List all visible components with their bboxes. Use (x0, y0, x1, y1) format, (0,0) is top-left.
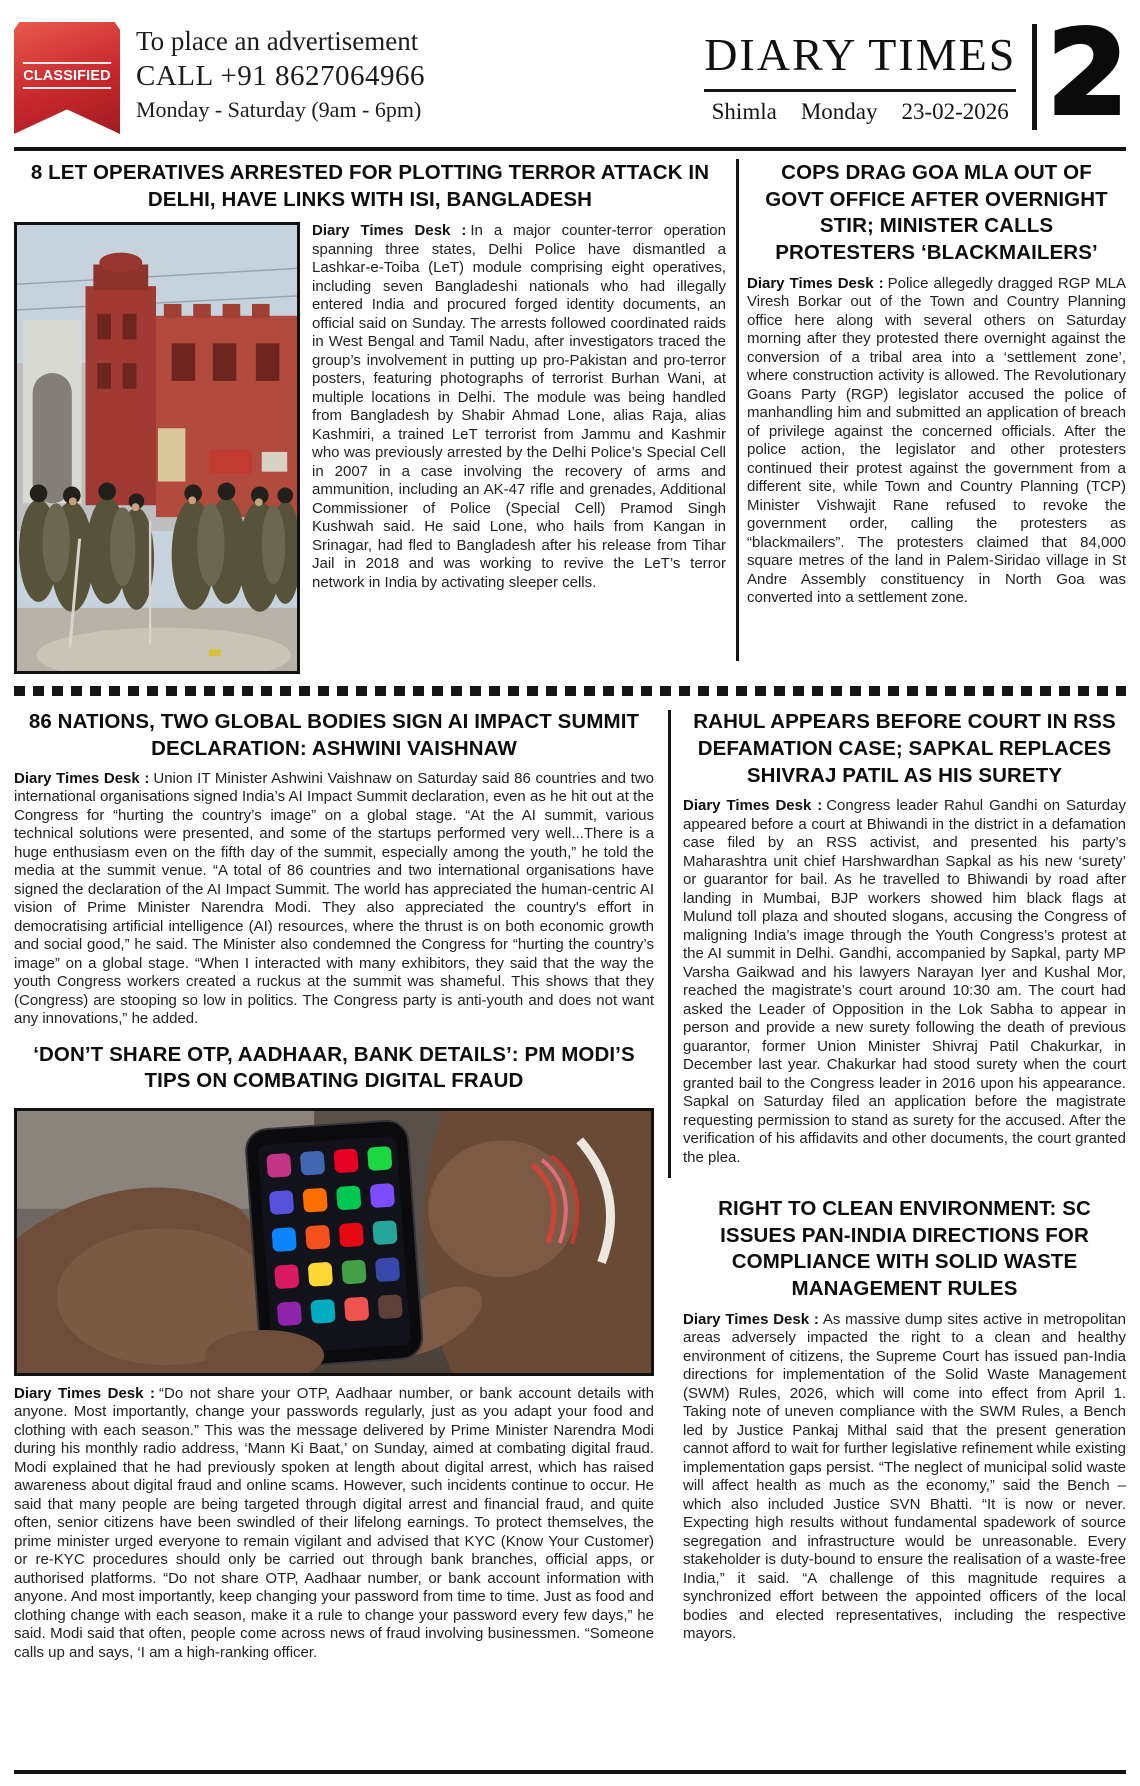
ad-phone-number: CALL +91 8627064966 (136, 60, 425, 92)
article-content (14, 222, 726, 674)
header-rule (14, 147, 1126, 151)
article-body-text: As massive dump sites active in metropolitan areas adversely impacted the right to a clean and healthy environment of citizens, the Supreme Court has issued pan-India directions for implementation of the Solid Waste Management (SWM) Rules, 2026, which will come into effect from April 1. Taking note of uneven compliance with the SWM Rules, a Bench led by Justice Pankaj Mithal said that the present generation cannot afford to wait for further legislative refinement while existing implementation gaps persist. “The neglect of municipal solid waste will affect health as much as the economy,” said the Bench – which also included Justice SVN Bhatti. “It is now or never. Expecting high results without fundamental spadework of source segregation and infrastructure would be unreasonable. Every stakeholder is duty-bound to ensure the realisation of a waste-free India,” it said. “A challenge of this magnitude requires a synchronized effort between the appointed officers of the local bodies and elected representatives, including the respective mayors. (683, 1310, 1126, 1643)
article-body (747, 275, 1126, 608)
dateline-day: Monday (800, 99, 878, 124)
advertise-contact-block (136, 22, 425, 123)
desk-label: Diary Times Desk : (747, 274, 884, 292)
desk-label: Diary Times Desk : (14, 1384, 156, 1402)
terror-arrest-photo (14, 222, 300, 674)
phone-photo-illustration (17, 1111, 651, 1373)
desk-label: Diary Times Desk : (683, 1310, 819, 1328)
desk-label: Diary Times Desk : (14, 769, 150, 787)
phone-photo (14, 1108, 654, 1376)
article-let-operatives (14, 157, 726, 674)
top-section (0, 157, 1140, 674)
masthead-divider (1032, 24, 1037, 130)
page-number: 2 (1047, 6, 1126, 141)
article-body-text: Congress leader Rahul Gandhi on Saturday appeared before a court at Bhiwandi in the district in a defamation case filed by an RSS activist, and presented his party’s Maharashtra unit chief Harshwardhan Sapkal as his new ‘surety’ or guarantor for bail. As he travelled to Bhiwandi by road after landing in Mumbai, BJP workers showed him black flags at Mulund toll plaza and shouted slogans, accusing the Congress of maligning India’s image through the Youth Congress’s protest at the AI summit in Delhi. Gandhi, accompanied by Sapkal, party MP Varsha Gaikwad and his lawyers Narayan Iyer and Kushal Mor, reached the magistrate’s court around 10:30 am. The court had asked the Leader of Opposition in the Lok Sabha to appear in person and provide a new surety following the death of previous guarantor, former Union Minister Shivraj Patil Chakurkar, in December last year. Chakurkar had stood surety when the court granted bail to the Congress leader in 2016 upon his appearance. Sapkal on Saturday filed an application before the magistrate requesting permission to stand as surety for the accused. After the verification of his affidavits and other documents, the court granted the plea. (683, 797, 1126, 1166)
article-body-text: Police allegedly dragged RGP MLA Viresh Borkar out of the Town and Country Planning office here along with several others on Saturday morning after they protested there overnight against the conversion of a tribal area into a ‘settlement zone’, where construction activity is allowed. The Revolutionary Goans Party (RGP) legislator accused the police of manhandling him and submitted an application of breach of privilege against the concerned officials. After the police action, the legislator and other protesters continued their protest against the government from a different site, while Town and Country Planning (TCP) Minister Vishwajit Rane refused to revoke the government order, calling the protesters as “blackmailers”. The protesters claimed that 84,000 square metres of the land in Palem-Siridao village in St Andre Assembly constituency in North Goa was converted into a settlement zone. (747, 274, 1126, 607)
desk-label: Diary Times Desk : (683, 797, 823, 815)
article-body (14, 1385, 654, 1663)
article-body (683, 797, 1126, 1167)
article-headline: COPS DRAG GOA MLA OUT OF GOVT OFFICE AFTER OVERNIGHT STIR; MINISTER CALLS PROTESTERS ‘BLACKMAILERS’ (765, 161, 1108, 264)
ribbon-label: CLASSIFIED (23, 62, 111, 89)
dateline-city: Shimla (711, 99, 777, 124)
article-goa-mla (747, 157, 1126, 674)
dotted-divider (14, 686, 1126, 696)
ad-working-hours: Monday - Saturday (9am - 6pm) (136, 97, 422, 122)
bottom-left-column (14, 706, 654, 1662)
article-headline: 8 LET OPERATIVES ARRESTED FOR PLOTTING TERROR ATTACK IN DELHI, HAVE LINKS WITH ISI, BANGLADESH (30, 161, 710, 211)
article-solid-waste (683, 1193, 1126, 1644)
article-headline: ‘DON’T SHARE OTP, AADHAAR, BANK DETAILS’: PM MODI’S TIPS ON COMBATING DIGITAL FRAUD (33, 1042, 635, 1093)
bottom-rule (14, 1770, 1126, 1774)
column-divider-top (736, 159, 739, 661)
column-divider-bottom (668, 710, 671, 1178)
ad-contact-line: To place an advertisement (136, 26, 419, 56)
article-headline: 86 NATIONS, TWO GLOBAL BODIES SIGN AI IMPACT SUMMIT DECLARATION: ASHWINI VAISHNAW (28, 710, 640, 760)
article-rahul-court (683, 706, 1126, 1167)
classified-ribbon (14, 22, 120, 134)
dateline (704, 99, 1016, 125)
article-body (14, 770, 654, 1029)
masthead-block (704, 22, 1016, 125)
article-body-text: Union IT Minister Ashwini Vaishnaw on Saturday said 86 countries and two international organisations signed India’s AI Impact Summit declaration, even as he hit out at the Congress for “hurting the country’s image” on a global stage. “At the AI summit, various technical solutions were presented, and some of the startups performed very well...There is a huge enthusiasm even on the fifth day of the summit, especially among the youth,” he told the media at the summit venue. “A total of 86 countries and two international organisations have signed the declaration of the AI Impact Summit. The world has appreciated the human-centric AI vision of Prime Minister Narendra Modi. They also appreciated the country's effort in democratising artificial intelligence (AI) resources, where the thrust is on both economic growth and social good,” he said. The Minister also condemned the Congress for “hurting the country’s image” on a global stage. “When I interacted with many exhibitors, they said that the way the youth Congress workers created a ruckus at the summit was shameful. This shows that they (Congress) are stooping so low in politics. The Congress party is anti-youth and does not want any innovations,” he added. (14, 769, 654, 1028)
bottom-section (0, 706, 1140, 1662)
article-body (683, 1311, 1126, 1644)
article-body (312, 222, 726, 674)
masthead-group (704, 6, 1126, 141)
page-header (0, 0, 1140, 147)
article-body-text: “Do not share your OTP, Aadhaar number, or bank account details with anyone. Most importantly, change your passwords regularly, just as you adapt your food and clothing with each season.” This was the message delivered by Prime Minister Narendra Modi during his monthly radio address, ‘Mann Ki Baat,’ on Sunday, aimed at combating digital fraud. Modi explained that he had previously spoken at length about digital arrest, which has raised awareness about digital fraud and online scams. However, such incidents continue to occur. He said that many people are being targeted through digital arrest and financial fraud, and quite often, senior citizens have been swindled of their lifelong earnings. To protect themselves, the prime minister urged everyone to remain vigilant and advised that KYC (Know Your Customer) or re-KYC procedures should only be carried out through bank branches, official apps, or authorised platforms. “Do not share OTP, Aadhaar number, or bank account information with anyone. And most importantly, keep changing your password from time to time. Just as food and clothing change with each season, make it a rule to change your password every few days,” he said. Modi said that often, people come across news of fraud involving businessmen. “Someone calls up and says, ‘I am a high-ranking officer. (14, 1384, 654, 1661)
article-headline: RAHUL APPEARS BEFORE COURT IN RSS DEFAMATION CASE; SAPKAL REPLACES SHIVRAJ PATIL AS HIS SURETY (693, 710, 1116, 787)
dateline-date: 23-02-2026 (901, 99, 1009, 124)
masthead-title: DIARY TIMES (704, 29, 1017, 80)
article-otp-fraud (14, 1039, 654, 1663)
article-headline: RIGHT TO CLEAN ENVIRONMENT: SC ISSUES PAN-INDIA DIRECTIONS FOR COMPLIANCE WITH SOLID WASTE MANAGEMENT RULES (718, 1197, 1091, 1301)
terror-photo-illustration (17, 225, 297, 671)
bottom-right-column (683, 706, 1126, 1662)
article-ai-summit (14, 706, 654, 1028)
masthead-rule (704, 89, 1016, 92)
article-body-text: In a major counter-terror operation spanning three states, Delhi Police have dismantled a Lashkar-e-Toiba (LeT) module comprising eight operatives, including seven Bangladeshi nationals who had illegally entered India and procured forged identity documents, an official said on Sunday. The arrests followed coordinated raids in West Bengal and Tamil Nadu, after investigators traced the group’s involvement in putting up pro-Pakistan and pro-terror posters, featuring photographs of terrorist Burhan Wani, at multiple locations in Delhi. The module was being handled from Bangladesh by Shabir Ahmad Lone, alias Raja, alias Kashmiri, a trained LeT terrorist from Jammu and Kashmir who was previously arrested by the Delhi Police’s Special Cell in 2007 in a case involving the recovery of arms and ammunition, including an AK-47 rifle and grenades, Additional Commissioner of Police (Special Cell) Pramod Singh Kushwah said. He said Lone, who hails from Kangan in Srinagar, had fled to Bangladesh after his release from Tihar Jail in 2018 and was working to revive the LeT’s terror network in India by activating sleeper cells. (312, 222, 726, 591)
desk-label: Diary Times Desk : (312, 222, 467, 240)
